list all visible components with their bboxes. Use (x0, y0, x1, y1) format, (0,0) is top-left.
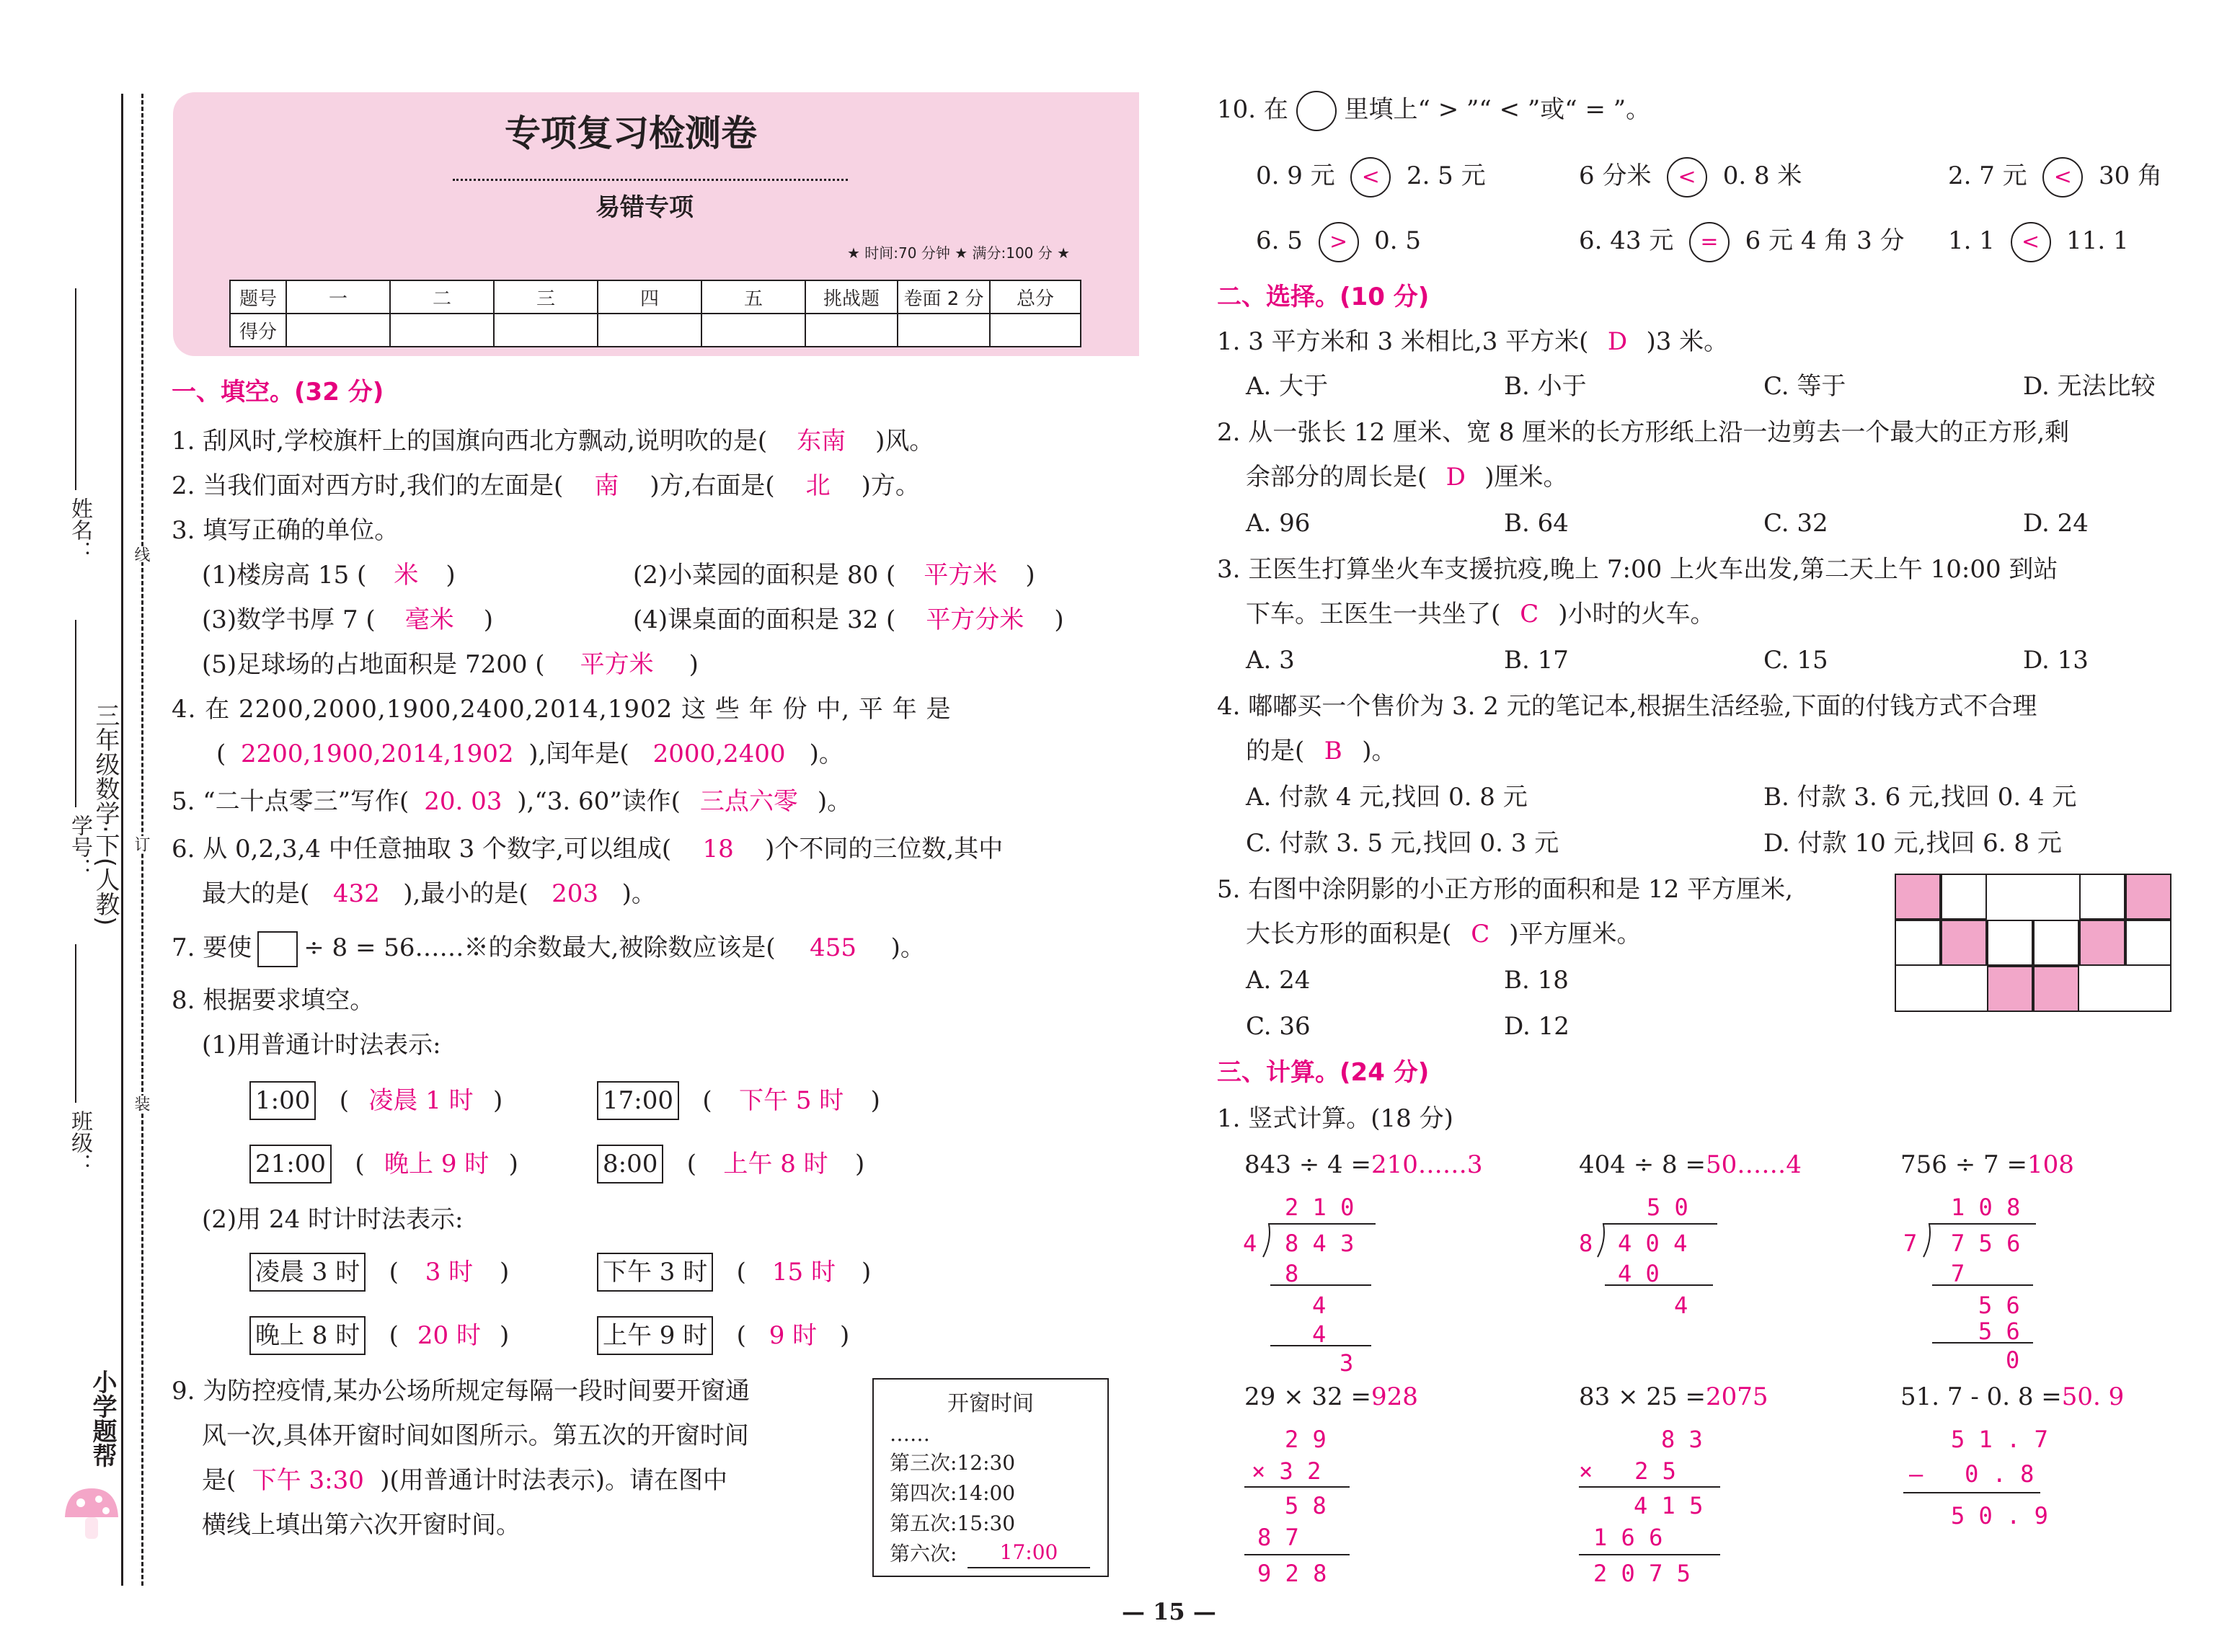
q7-suffix: )。 (890, 933, 925, 962)
calc-answer[interactable]: 2075 (1705, 1382, 1768, 1411)
calc-expression: 404 ÷ 8 = (1579, 1150, 1706, 1179)
compare-item (1948, 222, 2129, 262)
compare-answer[interactable]: < (1350, 157, 1391, 197)
q10-text (1217, 91, 1650, 131)
window-time-6-label: 第六次: (890, 1542, 957, 1566)
quotient: 5 0 (1647, 1194, 1688, 1221)
q3-1 (202, 559, 456, 591)
window-time-ellipsis: …… (890, 1422, 930, 1446)
s2-q4-suffix: )。 (1362, 737, 1396, 765)
option-b: B. 18 (1504, 966, 1569, 995)
time24-item-1: 凌晨 3 时 ( 3 时 ) (249, 1253, 509, 1292)
s2-q5-line1: 5. 右图中涂阴影的小正方形的面积和是 12 平方厘米, (1217, 875, 1793, 904)
divisor: 7 (1903, 1230, 1918, 1257)
calc-3 (1900, 1149, 2074, 1181)
title-dotted-rule (453, 179, 848, 181)
q6-max-prefix: 最大的是( (202, 879, 310, 908)
q6-line2 (202, 878, 656, 910)
subtrahend-with-sign: — 0 . 8 (1909, 1460, 2035, 1488)
option-a: A. 付款 4 元,找回 0. 8 元 (1246, 783, 1528, 812)
time-box: 17:00 (597, 1081, 679, 1120)
class-label: 班级： (67, 1110, 92, 1175)
s2-q4-line2 (1246, 735, 1396, 767)
compare-right: 0. 5 (1374, 226, 1422, 255)
s2-q5-answer[interactable]: C (1471, 920, 1490, 949)
option-c: C. 等于 (1763, 372, 1846, 401)
grid-square (2033, 920, 2079, 966)
option-a: A. 大于 (1246, 372, 1329, 401)
option-b: B. 17 (1504, 646, 1569, 675)
q3-2 (633, 559, 1035, 591)
quotient: 2 1 0 (1285, 1194, 1355, 1221)
option-d: D. 12 (1504, 1012, 1569, 1041)
score-cell[interactable] (990, 314, 1081, 347)
ding-label: 订 (130, 836, 152, 852)
q5-answer-read[interactable]: 三点六零 (699, 787, 798, 816)
work-row: 7 (1951, 1260, 1965, 1287)
q4-suffix: )。 (809, 740, 844, 768)
q3-3-answer[interactable]: 毫米 (404, 605, 454, 634)
time-answer[interactable]: 凌晨 1 时 (368, 1086, 474, 1115)
page-number: — 15 — (1122, 1598, 1216, 1625)
minuend: 5 1 . 7 (1951, 1426, 2048, 1453)
section3-heading: 三、计算。(24 分) (1217, 1058, 1430, 1087)
q1-answer[interactable]: 东南 (797, 427, 846, 456)
q3-4-prefix: (4)课桌面的面积是 32 ( (633, 605, 896, 634)
time24-box: 凌晨 3 时 (249, 1253, 366, 1292)
q3-text: 3. 填写正确的单位。 (172, 516, 399, 545)
q6-suffix: )。 (621, 879, 656, 908)
grid-square (2125, 920, 2171, 966)
s2-q3-answer[interactable]: C (1520, 600, 1539, 629)
name-label: 姓名： (67, 497, 92, 562)
q6-prefix: 6. 从 0,2,3,4 中任意抽取 3 个数字,可以组成( (172, 835, 672, 863)
q3-5-suffix: ) (689, 650, 699, 679)
window-time-title: 开窗时间 (947, 1391, 1034, 1416)
shaded-square (1941, 920, 1987, 966)
score-header-cell: 挑战题 (805, 280, 898, 314)
option-d: D. 24 (2023, 509, 2089, 538)
q3-1-prefix: (1)楼房高 15 ( (202, 561, 367, 590)
q6-answer-max[interactable]: 432 (332, 879, 380, 908)
factor-with-sign: × 3 2 (1252, 1457, 1321, 1485)
dividend: 4 0 4 (1618, 1230, 1688, 1257)
q9-answer[interactable]: 下午 3:30 (252, 1466, 364, 1495)
work-line (1579, 1554, 1720, 1555)
score-cell[interactable] (390, 314, 494, 347)
q7-blank-box[interactable] (257, 931, 298, 967)
calc-answer[interactable]: 108 (2027, 1150, 2074, 1179)
q4-line1: 4. 在 2200,2000,1900,2400,2014,1902 这 些 年 份 中, 平 年 是 (172, 695, 952, 724)
q7-answer[interactable]: 455 (810, 933, 857, 962)
work-row: 5 6 (1978, 1292, 2020, 1319)
work-row: 4 0 (1618, 1260, 1660, 1287)
option-c: C. 36 (1246, 1012, 1311, 1041)
calc-2 (1579, 1149, 1802, 1181)
q3-5-answer[interactable]: 平方米 (580, 650, 654, 679)
work-line (1270, 1345, 1371, 1346)
q4-middle: ),闰年是( (528, 740, 629, 768)
brand-text: 小学题帮 (88, 1369, 117, 1467)
shaded-square (2033, 966, 2079, 1012)
window-time-6-answer[interactable]: 17:00 (968, 1538, 1090, 1568)
grid-square (1941, 874, 1987, 920)
q2-text (172, 470, 920, 502)
option-c: C. 付款 3. 5 元,找回 0. 3 元 (1246, 829, 1559, 858)
work-row: 4 (1312, 1320, 1327, 1348)
compare-item (1579, 157, 1802, 197)
option-d: D. 无法比较 (2023, 372, 2156, 401)
window-time-4: 第四次:14:00 (890, 1481, 1016, 1505)
quotient: 1 0 8 (1951, 1194, 2021, 1221)
s2-q5-suffix: )平方厘米。 (1509, 920, 1642, 949)
s2-q3-suffix: )小时的火车。 (1558, 600, 1715, 629)
compare-left: 2. 7 元 (1948, 161, 2027, 190)
partial-product: 1 6 6 (1593, 1524, 1663, 1551)
compare-answer[interactable]: = (1689, 222, 1730, 262)
compare-left: 6 分米 (1579, 161, 1652, 190)
calc-answer[interactable]: 928 (1371, 1382, 1418, 1411)
dividend: 7 5 6 (1951, 1230, 2021, 1257)
factor: 8 3 (1661, 1426, 1703, 1453)
calc-expression: 83 × 25 = (1579, 1382, 1706, 1411)
score-row-label: 得分 (230, 314, 286, 347)
score-header-cell: 总分 (990, 280, 1081, 314)
s2-q1-answer[interactable]: D (1607, 327, 1628, 356)
q5-middle: ),“3. 60”读作( (517, 787, 681, 816)
score-table (229, 280, 1081, 347)
calc-answer[interactable]: 210……3 (1371, 1150, 1483, 1179)
section2-heading: 二、选择。(10 分) (1217, 283, 1430, 311)
calc-4 (1244, 1381, 1418, 1413)
s2-q4-prefix: 的是( (1246, 737, 1305, 765)
calc-answer[interactable]: 50……4 (1705, 1150, 1802, 1179)
window-time-5: 第五次:15:30 (890, 1511, 1016, 1535)
q10-prefix: 10. 在 (1217, 95, 1288, 124)
compare-item (1256, 157, 1486, 197)
time-answer[interactable]: 下午 5 时 (739, 1086, 844, 1115)
score-header-cell: 一 (286, 280, 390, 314)
q4-answer-leap[interactable]: 2000,2400 (652, 740, 786, 768)
grid-square (2079, 874, 2125, 920)
q4-open: ( (216, 740, 226, 768)
time24-answer[interactable]: 15 时 (771, 1258, 836, 1287)
q5-prefix: 5. “二十点零三”写作( (172, 787, 409, 816)
s2-q2-line2 (1246, 461, 1568, 493)
q6-line1 (172, 833, 1003, 865)
compare-answer[interactable]: < (2042, 157, 2083, 197)
time-item-3: 21:00 ( 晚上 9 时 ) (249, 1145, 518, 1184)
compare-left: 6. 5 (1256, 226, 1303, 255)
compare-answer[interactable]: < (2011, 222, 2051, 262)
option-a: A. 24 (1246, 966, 1311, 995)
q1-suffix: )风。 (875, 427, 934, 456)
q10-suffix: 里填上“ > ”“ < ”或“ = ”。 (1344, 95, 1651, 124)
work-line (1244, 1554, 1350, 1555)
score-cell[interactable] (898, 314, 990, 347)
q3-3-prefix: (3)数学书厚 7 ( (202, 605, 376, 634)
s2-q2-prefix: 余部分的周长是( (1246, 463, 1427, 492)
q6-middle: )个不同的三位数,其中 (765, 835, 1004, 863)
q3-4-suffix: ) (1054, 605, 1064, 634)
q3-1-suffix: ) (446, 561, 456, 590)
shaded-rectangle-figure (1895, 874, 2171, 1012)
divisor: 4 (1243, 1230, 1257, 1257)
time24-answer[interactable]: 20 时 (417, 1321, 481, 1350)
page-subtitle: 易错专项 (596, 193, 694, 222)
time24-answer[interactable]: 3 时 (425, 1258, 474, 1287)
score-cell[interactable] (286, 314, 390, 347)
calc-6 (1900, 1381, 2124, 1413)
work-line (1932, 1342, 2033, 1344)
q4-line2 (216, 738, 844, 770)
q2-prefix: 2. 当我们面对西方时,我们的左面是( (172, 471, 564, 500)
option-b: B. 付款 3. 6 元,找回 0. 4 元 (1763, 783, 2077, 812)
option-d: D. 13 (2023, 646, 2089, 675)
q3-1-answer[interactable]: 米 (394, 561, 419, 590)
q6-min-prefix: ),最小的是( (403, 879, 528, 908)
time-box: 1:00 (249, 1081, 316, 1120)
work-line (1244, 1486, 1350, 1488)
s2-q4-answer[interactable]: B (1324, 737, 1342, 765)
partial-product: 8 7 (1257, 1524, 1299, 1551)
compare-answer[interactable]: < (1667, 157, 1707, 197)
option-b: B. 64 (1504, 509, 1569, 538)
score-header-cell: 题号 (230, 280, 286, 314)
q1-prefix: 1. 刮风时,学校旗杆上的国旗向西北方飘动,说明吹的是( (172, 427, 768, 456)
time-answer[interactable]: 晚上 9 时 (384, 1150, 490, 1178)
factor: 2 9 (1285, 1426, 1327, 1453)
compare-right: 11. 1 (2066, 226, 2129, 255)
s2-q2-suffix: )厘米。 (1484, 463, 1568, 492)
score-header-cell: 卷面 2 分 (898, 280, 990, 314)
time24-answer[interactable]: 9 时 (769, 1321, 818, 1350)
option-c: C. 15 (1763, 646, 1828, 675)
shaded-square (1987, 966, 2033, 1012)
score-cell[interactable] (805, 314, 898, 347)
compare-right: 30 角 (2098, 161, 2163, 190)
section1-heading: 一、填空。(32 分) (172, 378, 384, 407)
exam-meta: ★ 时间:70 分钟 ★ 满分:100 分 ★ (847, 244, 1071, 262)
s2-q5-line2 (1246, 918, 1642, 950)
q3-4-answer[interactable]: 平方分米 (926, 605, 1024, 634)
option-a: A. 3 (1246, 646, 1295, 675)
q3-2-prefix: (2)小菜园的面积是 80 ( (633, 561, 896, 590)
s3-q1-text: 1. 竖式计算。(18 分) (1217, 1104, 1453, 1133)
dividend: 8 4 3 (1285, 1230, 1355, 1257)
s2-q4-line1: 4. 嘟嘟买一个售价为 3. 2 元的笔记本,根据生活经验,下面的付钱方式不合理 (1217, 692, 2037, 721)
partial-product: 5 8 (1285, 1492, 1327, 1519)
work-row: 5 6 (1978, 1318, 2020, 1345)
class-field[interactable] (75, 944, 76, 1103)
compare-item (1579, 222, 1905, 262)
q9-line4: 横线上填出第六次开窗时间。 (202, 1511, 521, 1540)
work-row: 4 (1312, 1292, 1327, 1319)
s2-q2-line1: 2. 从一张长 12 厘米、宽 8 厘米的长方形纸上沿一边剪去一个最大的正方形,剩 (1217, 418, 2070, 447)
q10-circle-icon (1296, 91, 1337, 131)
shaded-square (1895, 874, 1941, 920)
q9-suffix: )(用普通计时法表示)。请在图中 (380, 1466, 728, 1495)
remainder: 3 (1340, 1349, 1354, 1377)
q8-part1: (1)用普通计时法表示: (202, 1031, 441, 1060)
q3-5-prefix: (5)足球场的占地面积是 7200 ( (202, 650, 545, 679)
q9-line2: 风一次,具体开窗时间如图所示。第五次的开窗时间 (202, 1421, 749, 1450)
time-answer[interactable]: 上午 8 时 (723, 1150, 828, 1178)
work-line (1270, 1284, 1371, 1286)
product: 2 0 7 5 (1593, 1560, 1691, 1587)
page-title: 专项复习检测卷 (505, 112, 757, 154)
score-header-cell: 二 (390, 280, 494, 314)
q1-text (172, 425, 934, 457)
time24-item-2: 下午 3 时 ( 15 时 ) (597, 1253, 871, 1292)
time-box: 21:00 (249, 1145, 332, 1184)
work-line (1605, 1284, 1713, 1286)
q9-line3 (202, 1465, 727, 1496)
q6-answer-count[interactable]: 18 (702, 835, 734, 863)
window-time-3: 第三次:12:30 (890, 1451, 1016, 1475)
mushroom-logo-icon (59, 1485, 124, 1542)
option-c: C. 32 (1763, 509, 1828, 538)
s2-q3-line1: 3. 王医生打算坐火车支援抗疫,晚上 7:00 上火车出发,第二天上午 10:00 到站 (1217, 555, 2058, 584)
q2-answer-left[interactable]: 南 (594, 471, 619, 500)
q5-text (172, 786, 851, 817)
s2-q3-prefix: 下车。王医生一共坐了( (1246, 600, 1501, 629)
student-id-field[interactable] (75, 620, 76, 807)
remainder: 0 (2006, 1346, 2020, 1374)
q9-prefix: 是( (202, 1466, 236, 1495)
s2-q3-line2 (1246, 598, 1715, 630)
time24-box: 上午 9 时 (597, 1316, 713, 1355)
time24-box: 晚上 8 时 (249, 1316, 366, 1355)
shaded-square (2079, 920, 2125, 966)
compare-right: 6 元 4 角 3 分 (1745, 226, 1905, 255)
compare-item (1948, 157, 2162, 197)
compare-right: 2. 5 元 (1406, 161, 1486, 190)
calc-expression: 29 × 32 = (1244, 1382, 1371, 1411)
calc-expression: 843 ÷ 4 = (1244, 1150, 1371, 1179)
option-a: A. 96 (1246, 509, 1311, 538)
product: 9 2 8 (1257, 1560, 1327, 1587)
time-item-4: 8:00 ( 上午 8 时 ) (597, 1145, 864, 1184)
score-cell[interactable] (494, 314, 598, 347)
divisor: 8 (1579, 1230, 1593, 1257)
window-time-box (872, 1378, 1109, 1577)
q2-middle: )方,右面是( (650, 471, 775, 500)
calc-expression: 756 ÷ 7 = (1900, 1150, 2027, 1179)
grid-square (1895, 920, 1941, 966)
grade-label: 三年级数学·下(人教) (91, 703, 120, 926)
score-header-cell: 四 (598, 280, 701, 314)
option-d: D. 付款 10 元,找回 6. 8 元 (1763, 829, 2062, 858)
time-item-2: 17:00 ( 下午 5 时 ) (597, 1081, 880, 1120)
work-line (1932, 1284, 2033, 1286)
q4-answer-common[interactable]: 2200,1900,2014,1902 (240, 740, 514, 768)
name-field[interactable] (75, 288, 76, 490)
q3-3 (202, 604, 493, 636)
difference: 5 0 . 9 (1951, 1502, 2048, 1529)
q8-part2: (2)用 24 时计时法表示: (202, 1205, 464, 1234)
compare-left: 1. 1 (1948, 226, 1995, 255)
score-header-cell: 三 (494, 280, 598, 314)
grid-square (1987, 920, 2033, 966)
time24-item-3: 晚上 8 时 ( 20 时 ) (249, 1316, 509, 1355)
q7-prefix: 7. 要使 (172, 933, 252, 962)
student-id-label: 学号： (67, 814, 92, 879)
score-cell[interactable] (598, 314, 701, 347)
q3-3-suffix: ) (483, 605, 493, 634)
q8-text: 8. 根据要求填空。 (172, 986, 375, 1015)
partial-product: 4 1 5 (1634, 1492, 1704, 1519)
compare-left: 0. 9 元 (1256, 161, 1335, 190)
q2-answer-right[interactable]: 北 (805, 471, 831, 500)
time-box: 8:00 (597, 1145, 663, 1184)
calc-1 (1244, 1149, 1482, 1181)
q3-5 (202, 649, 699, 680)
zhuang-label: 装 (130, 1096, 152, 1111)
s2-q1-suffix: )3 米。 (1646, 327, 1729, 356)
score-header-cell: 五 (701, 280, 805, 314)
compare-right: 0. 8 米 (1722, 161, 1802, 190)
q6-answer-min[interactable]: 203 (552, 879, 599, 908)
q9-line1: 9. 为防控疫情,某办公场所规定每隔一段时间要开窗通 (172, 1377, 751, 1405)
work-line (1579, 1486, 1720, 1488)
q7-text (172, 931, 925, 967)
q3-2-answer[interactable]: 平方米 (924, 561, 998, 590)
factor-with-sign: × 2 5 (1579, 1457, 1676, 1485)
option-b: B. 小于 (1504, 372, 1587, 401)
s2-q2-answer[interactable]: D (1445, 463, 1466, 492)
remainder: 4 (1674, 1292, 1688, 1319)
compare-left: 6. 43 元 (1579, 226, 1674, 255)
compare-item (1256, 222, 1421, 262)
compare-answer[interactable]: > (1319, 222, 1359, 262)
calc-5 (1579, 1381, 1768, 1413)
s2-q1-prefix: 1. 3 平方米和 3 米相比,3 平方米( (1217, 327, 1589, 356)
time-item-1: 1:00 ( 凌晨 1 时 ) (249, 1081, 502, 1120)
q7-middle: ÷ 8 = 56……※的余数最大,被除数应该是( (304, 933, 776, 962)
shaded-square (2125, 874, 2171, 920)
calc-answer[interactable]: 50. 9 (2061, 1382, 2125, 1411)
q3-4 (633, 604, 1064, 636)
q5-answer-write[interactable]: 20. 03 (424, 787, 502, 816)
time24-item-4: 上午 9 时 ( 9 时 ) (597, 1316, 849, 1355)
score-cell[interactable] (701, 314, 805, 347)
time24-box: 下午 3 时 (597, 1253, 713, 1292)
q5-suffix: )。 (817, 787, 852, 816)
work-line (1903, 1492, 2040, 1493)
q3-2-suffix: ) (1025, 561, 1035, 590)
s2-q5-prefix: 大长方形的面积是( (1246, 920, 1452, 949)
calc-expression: 51. 7 - 0. 8 = (1900, 1382, 2062, 1411)
s2-q1-text (1217, 326, 1728, 358)
q2-suffix: )方。 (861, 471, 920, 500)
work-row: 8 (1285, 1260, 1299, 1287)
xian-label: 线 (130, 546, 152, 562)
